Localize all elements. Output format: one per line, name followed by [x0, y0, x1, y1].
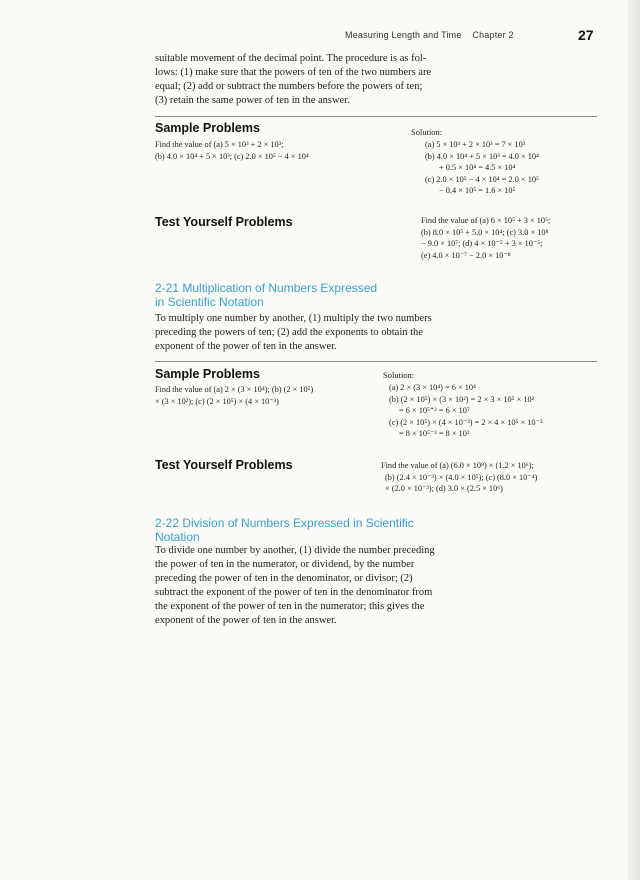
sample-problems-heading: Sample Problems — [155, 367, 260, 381]
intro-line: suitable movement of the decimal point. The procedure is as fol- — [155, 53, 427, 64]
solution-line: (a) 5 × 10³ + 2 × 10³ = 7 × 10³ — [425, 140, 526, 149]
solution-line: (c) (2 × 10⁵) × (4 × 10⁻³) = 2 × 4 × 10⁵ × 10⁻³ — [389, 417, 543, 427]
test-problems-text — [381, 460, 611, 495]
problem-line: (b) 4.0 × 10⁴ + 5 × 10³; (c) 2.0 × 10⁵ − 4 × 10⁴ — [155, 151, 309, 161]
section-2-22-paragraph — [155, 544, 460, 628]
sample-problem-text — [155, 384, 375, 407]
solution-line: (c) 2.0 × 10⁵ − 4 × 10⁴ = 2.0 × 10⁵ — [425, 174, 539, 184]
solution-label: Solution: — [383, 370, 415, 380]
running-title: Measuring Length and Time — [345, 30, 462, 40]
sample-problem-text — [155, 139, 375, 162]
paragraph-line: the power of ten in the numerator, or dividend, by the number — [155, 559, 415, 570]
solution-line: − 0.4 × 10⁵ = 1.6 × 10⁵ — [439, 186, 516, 195]
page-number: 27 — [578, 27, 594, 43]
section-2-21-paragraph — [155, 312, 455, 354]
section-title-line: 2-21 Multiplication of Numbers Expressed — [155, 281, 378, 295]
paragraph-line: subtract the exponent of the power of ten in the denominator from — [155, 587, 433, 598]
solution-line: + 0.5 × 10⁴ = 4.5 × 10⁴ — [439, 163, 516, 172]
paragraph-line: preceding the power of ten in the denominator, or divisor; (2) — [155, 573, 413, 584]
test-line: (b) 8.0 × 10⁵ + 5.0 × 10⁴; (c) 3.0 × 10⁸ — [421, 227, 549, 237]
problem-line: × (3 × 10²); (c) (2 × 10⁵) × (4 × 10⁻³) — [155, 396, 279, 406]
solution-line: = 6 × 10⁵⁺² = 6 × 10⁷ — [399, 406, 470, 415]
intro-line: (3) retain the same power of ten in the answer. — [155, 95, 350, 106]
solution-line: (b) (2 × 10⁵) × (3 × 10²) = 2 × 3 × 10⁵ × 10² — [389, 394, 535, 404]
paragraph-line: To divide one number by another, (1) divide the number preceding — [155, 545, 435, 556]
solution-line: = 8 × 10⁵⁻³ = 8 × 10² — [399, 429, 470, 438]
test-line: (e) 4.0 × 10⁻⁷ − 2.0 × 10⁻⁸ — [421, 250, 511, 260]
solution-line: (b) 4.0 × 10⁴ + 5 × 10³ = 4.0 × 10⁴ — [425, 151, 539, 161]
paragraph-line: To multiply one number by another, (1) multiply the two numbers — [155, 313, 432, 324]
section-title-2-22 — [155, 516, 475, 544]
intro-line: equal; (2) add or subtract the numbers before the powers of ten; — [155, 81, 423, 92]
section-title-line: 2-22 Division of Numbers Expressed in Scientific — [155, 516, 414, 530]
divider-rule — [155, 116, 597, 117]
page-edge-shadow — [628, 0, 640, 880]
problem-line: Find the value of (a) 2 × (3 × 10⁴); (b) (2 × 10⁵) — [155, 385, 314, 394]
test-line: × (2.0 × 10⁻³); (d) 3.0 × (2.5 × 10⁶) — [385, 484, 503, 493]
test-yourself-heading: Test Yourself Problems — [155, 215, 293, 229]
running-header — [345, 30, 514, 40]
chapter-label: Chapter 2 — [472, 30, 514, 40]
paragraph-line: exponent of the power of ten in the answer. — [155, 341, 337, 352]
problem-line: Find the value of (a) 5 × 10³ + 2 × 10³; — [155, 140, 284, 149]
test-yourself-heading: Test Yourself Problems — [155, 458, 293, 472]
divider-rule — [155, 361, 597, 362]
paragraph-line: preceding the powers of ten; (2) add the exponents to obtain the — [155, 327, 423, 338]
section-title-2-21 — [155, 281, 475, 309]
section-title-line: in Scientific Notation — [155, 295, 264, 309]
solution-block — [411, 139, 601, 197]
test-problems-text — [421, 215, 611, 261]
test-line: Find the value of (a) (6.0 × 10⁸) × (1.2 × 10⁶); — [381, 461, 534, 470]
paragraph-line: exponent of the power of ten in the answer. — [155, 615, 337, 626]
solution-label: Solution: — [411, 127, 443, 137]
test-line: Find the value of (a) 6 × 10⁵ + 3 × 10⁵; — [421, 216, 551, 225]
test-line: (b) (2.4 × 10⁻³) × (4.0 × 10⁵); (c) (8.0 × 10⁻⁴) — [385, 472, 538, 482]
intro-line: lows: (1) make sure that the powers of ten of the two numbers are — [155, 67, 432, 78]
solution-block — [383, 382, 603, 440]
solution-line: (a) 2 × (3 × 10⁴) = 6 × 10⁴ — [389, 383, 476, 392]
test-line: − 9.0 × 10⁷; (d) 4 × 10⁻⁵ + 3 × 10⁻⁵; — [421, 239, 543, 248]
intro-paragraph — [155, 52, 455, 108]
sample-problems-heading: Sample Problems — [155, 121, 260, 135]
paragraph-line: the exponent of the power of ten in the numerator; this gives the — [155, 601, 425, 612]
section-title-line: Notation — [155, 530, 200, 544]
